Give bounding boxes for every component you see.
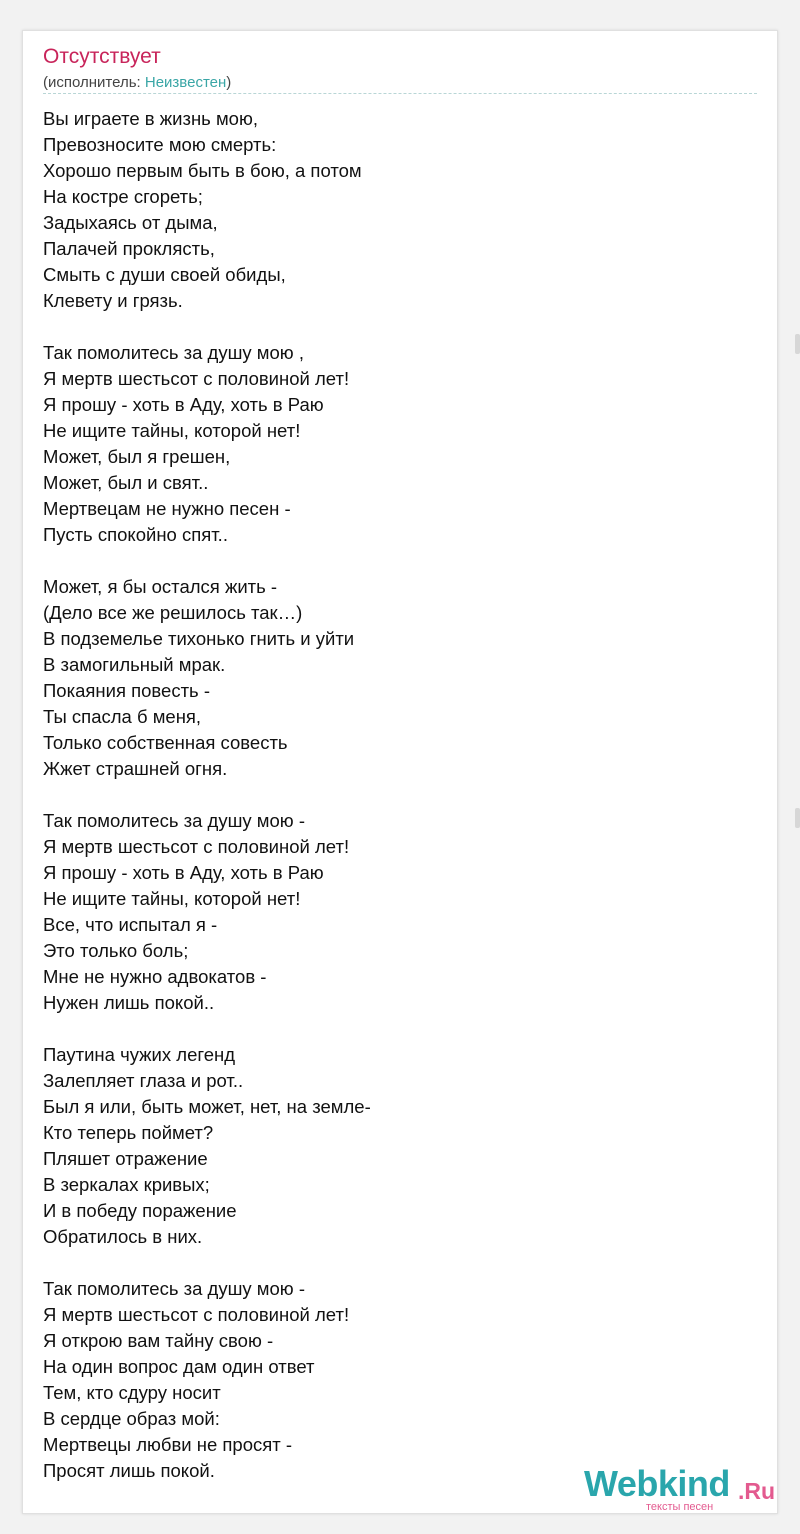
- page-edge-mark: [795, 334, 800, 354]
- lyric-line: Был я или, быть может, нет, на земле-: [43, 1096, 371, 1117]
- lyric-line: Не ищите тайны, которой нет!: [43, 888, 301, 909]
- lyric-line: На один вопрос дам один ответ: [43, 1356, 315, 1377]
- lyric-line: Кто теперь поймет?: [43, 1122, 214, 1143]
- lyric-line: Палачей проклясть,: [43, 238, 215, 259]
- lyric-line: В замогильный мрак.: [43, 654, 226, 675]
- lyric-line: Задыхаясь от дыма,: [43, 212, 218, 233]
- lyric-line: Ты спасла б меня,: [43, 706, 202, 727]
- lyric-line: Паутина чужих легенд: [43, 1044, 236, 1065]
- lyric-line: В зеркалах кривых;: [43, 1174, 210, 1195]
- lyrics-stanza: [43, 1276, 743, 1484]
- logo-tld: .Ru: [738, 1478, 776, 1504]
- lyric-line: На костре сгореть;: [43, 186, 203, 207]
- artist-link[interactable]: Неизвестен: [144, 74, 227, 91]
- lyric-line: Может, я бы остался жить -: [43, 576, 278, 597]
- logo-tagline: тексты песен: [646, 1501, 714, 1513]
- lyric-line: Не ищите тайны, которой нет!: [43, 420, 301, 441]
- logo-brand: Webkind: [584, 1463, 730, 1504]
- lyric-line: Тем, кто сдуру носит: [43, 1382, 221, 1403]
- lyric-line: Просят лишь покой.: [43, 1460, 215, 1481]
- lyric-line: Покаяния повесть -: [43, 680, 210, 701]
- artist-line: [43, 74, 231, 92]
- page-edge-mark: [795, 808, 800, 828]
- lyric-line: В подземелье тихонько гнить и уйти: [43, 628, 355, 649]
- site-logo[interactable]: [584, 1464, 784, 1514]
- lyric-line: Мертвецы любви не просят -: [43, 1434, 293, 1455]
- lyrics-stanza: [43, 574, 743, 782]
- lyrics-text: [43, 106, 743, 1510]
- lyric-line: Пусть спокойно спят..: [43, 524, 228, 545]
- lyric-line: Жжет страшней огня.: [43, 758, 228, 779]
- lyric-line: Так помолитесь за душу мою -: [43, 1278, 305, 1299]
- lyric-line: Так помолитесь за душу мою ,: [43, 342, 304, 363]
- lyrics-stanza: [43, 1042, 743, 1250]
- lyric-line: (Дело все же решилось так…): [43, 602, 303, 623]
- header-divider: [43, 93, 757, 94]
- lyric-line: Я мертв шестьсот с половиной лет!: [43, 1304, 350, 1325]
- lyric-line: Мертвецам не нужно песен -: [43, 498, 291, 519]
- lyric-line: Вы играете в жизнь мою,: [43, 108, 258, 129]
- lyric-line: Все, что испытал я -: [43, 914, 218, 935]
- lyric-line: Превозносите мою смерть:: [43, 134, 277, 155]
- lyric-line: Смыть с души своей обиды,: [43, 264, 286, 285]
- lyric-line: Я прошу - хоть в Аду, хоть в Раю: [43, 862, 324, 883]
- lyric-line: Так помолитесь за душу мою -: [43, 810, 305, 831]
- lyric-line: Я прошу - хоть в Аду, хоть в Раю: [43, 394, 324, 415]
- lyric-line: Залепляет глаза и рот..: [43, 1070, 244, 1091]
- lyric-line: Обратилось в них.: [43, 1226, 203, 1247]
- lyrics-stanza: [43, 106, 743, 314]
- lyrics-stanza: [43, 340, 743, 548]
- lyric-line: Может, был и свят..: [43, 472, 209, 493]
- lyrics-stanza: [43, 808, 743, 1016]
- artist-prefix: (исполнитель:: [43, 74, 145, 91]
- lyric-line: В сердце образ мой:: [43, 1408, 220, 1429]
- lyric-line: Я мертв шестьсот с половиной лет!: [43, 836, 350, 857]
- lyric-line: Клевету и грязь.: [43, 290, 183, 311]
- lyric-line: Нужен лишь покой..: [43, 992, 215, 1013]
- lyrics-card: [22, 30, 778, 1514]
- artist-suffix: ): [226, 74, 232, 91]
- lyric-line: Я открою вам тайну свою -: [43, 1330, 274, 1351]
- lyric-line: Может, был я грешен,: [43, 446, 231, 467]
- lyric-line: Мне не нужно адвокатов -: [43, 966, 267, 987]
- lyric-line: Это только боль;: [43, 940, 189, 961]
- song-title: Отсутствует: [43, 45, 161, 68]
- lyric-line: Пляшет отражение: [43, 1148, 208, 1169]
- lyric-line: Хорошо первым быть в бою, а потом: [43, 160, 362, 181]
- lyric-line: И в победу поражение: [43, 1200, 237, 1221]
- lyric-line: Я мертв шестьсот с половиной лет!: [43, 368, 350, 389]
- lyric-line: Только собственная совесть: [43, 732, 288, 753]
